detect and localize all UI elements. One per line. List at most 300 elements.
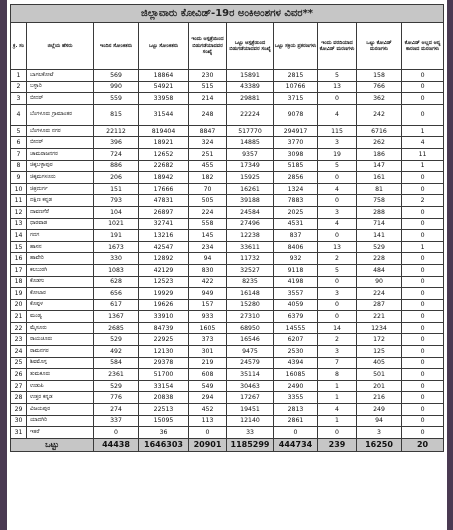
value-cell: 9118	[274, 264, 318, 276]
value-cell: 3	[357, 427, 402, 439]
table-row	[11, 206, 444, 218]
table-row	[11, 81, 444, 93]
value-cell: 617	[94, 299, 139, 311]
value-cell: 2490	[274, 380, 318, 392]
serial-cell: 9	[11, 172, 27, 184]
value-cell: 24579	[227, 357, 274, 369]
value-cell: 422	[189, 276, 227, 288]
district-name-cell: ಧಾರವಾಡ	[27, 218, 94, 230]
value-cell: 0	[318, 311, 357, 323]
value-cell: 12130	[139, 346, 189, 358]
header-todays-cases: ಇಂದಿನ ಸೋಂಕಿತರು	[94, 23, 139, 70]
value-cell: 0	[402, 81, 444, 93]
value-cell: 228	[357, 253, 402, 265]
value-cell: 0	[318, 299, 357, 311]
value-cell: 251	[189, 148, 227, 160]
district-name-cell: ಕೊಡಗು	[27, 276, 94, 288]
value-cell: 6207	[274, 334, 318, 346]
serial-cell: 17	[11, 264, 27, 276]
value-cell: 3355	[274, 392, 318, 404]
table-body	[11, 70, 444, 439]
header-total-cases: ಒಟ್ಟು ಸೋಂಕಿತರು	[139, 23, 189, 70]
total-row	[11, 438, 444, 451]
table-row	[11, 334, 444, 346]
serial-cell: 21	[11, 311, 27, 323]
value-cell: 15095	[139, 415, 189, 427]
value-cell: 0	[402, 104, 444, 125]
value-cell: 15280	[227, 299, 274, 311]
serial-cell: 14	[11, 230, 27, 242]
value-cell: 42547	[139, 241, 189, 253]
header-total-deaths: ಒಟ್ಟು ಕೋವಿಡ್ ಮರಣಗಳು	[357, 23, 402, 70]
value-cell: 529	[357, 241, 402, 253]
value-cell: 16148	[227, 288, 274, 300]
value-cell: 15891	[227, 70, 274, 82]
value-cell: 608	[189, 369, 227, 381]
district-name-cell: ತುಮಕೂರು	[27, 369, 94, 381]
value-cell: 90	[357, 276, 402, 288]
value-cell: 1367	[94, 311, 139, 323]
value-cell: 0	[318, 427, 357, 439]
value-cell: 819404	[139, 125, 189, 137]
value-cell: 242	[357, 104, 402, 125]
value-cell: 4	[318, 183, 357, 195]
value-cell: 186	[357, 148, 402, 160]
value-cell: 501	[357, 369, 402, 381]
table-row	[11, 276, 444, 288]
value-cell: 362	[357, 93, 402, 105]
district-name-cell: ಕಲಬುರಗಿ	[27, 264, 94, 276]
value-cell: 2815	[274, 70, 318, 82]
value-cell: 4531	[274, 218, 318, 230]
table-title: ಜಿಲ್ಲಾವಾರು ಕೋವಿಡ್-19ರ ಅಂಕಿಅಂಶಗಳ ವಿವರ**	[11, 5, 444, 23]
value-cell: 373	[189, 334, 227, 346]
value-cell: 13216	[139, 230, 189, 242]
value-cell: 113	[189, 415, 227, 427]
value-cell: 2361	[94, 369, 139, 381]
value-cell: 3	[318, 137, 357, 149]
table-row	[11, 104, 444, 125]
value-cell: 0	[402, 253, 444, 265]
value-cell: 33958	[139, 93, 189, 105]
table-row	[11, 218, 444, 230]
serial-cell: 18	[11, 276, 27, 288]
table-row	[11, 369, 444, 381]
value-cell: 249	[357, 404, 402, 416]
district-name-cell: ಚಿಕ್ಕಬಳ್ಳಾಪುರ	[27, 160, 94, 172]
value-cell: 12652	[139, 148, 189, 160]
district-name-cell: ಚಿಕ್ಕಮಗಳೂರು	[27, 172, 94, 184]
value-cell: 0	[402, 380, 444, 392]
value-cell: 337	[94, 415, 139, 427]
value-cell: 2	[318, 253, 357, 265]
value-cell: 405	[357, 357, 402, 369]
value-cell: 287	[357, 299, 402, 311]
value-cell: 224	[189, 206, 227, 218]
district-name-cell: ಕೊಪ್ಪಳ	[27, 299, 94, 311]
value-cell: 206	[94, 172, 139, 184]
value-cell: 492	[94, 346, 139, 358]
table-row	[11, 148, 444, 160]
value-cell: 2856	[274, 172, 318, 184]
value-cell: 33	[227, 427, 274, 439]
value-cell: 5	[318, 264, 357, 276]
value-cell: 2813	[274, 404, 318, 416]
district-name-cell: ದಕ್ಷಿಣ ಕನ್ನಡ	[27, 195, 94, 207]
value-cell: 455	[189, 160, 227, 172]
district-name-cell: ಮಂಡ್ಯ	[27, 311, 94, 323]
serial-cell: 30	[11, 415, 27, 427]
value-cell: 33154	[139, 380, 189, 392]
value-cell: 147	[357, 160, 402, 172]
value-cell: 0	[402, 392, 444, 404]
value-cell: 12892	[139, 253, 189, 265]
value-cell: 22224	[227, 104, 274, 125]
value-cell: 1324	[274, 183, 318, 195]
header-row	[11, 23, 444, 70]
total-cell: 1185299	[227, 438, 274, 451]
table-row	[11, 125, 444, 137]
value-cell: 515	[189, 81, 227, 93]
value-cell: 19451	[227, 404, 274, 416]
serial-cell: 29	[11, 404, 27, 416]
table-row	[11, 415, 444, 427]
value-cell: 274	[94, 404, 139, 416]
value-cell: 10766	[274, 81, 318, 93]
value-cell: 14885	[227, 137, 274, 149]
district-name-cell: ಉತ್ತರ ಕನ್ನಡ	[27, 392, 94, 404]
value-cell: 81	[357, 183, 402, 195]
value-cell: 0	[402, 206, 444, 218]
value-cell: 141	[357, 230, 402, 242]
value-cell: 221	[357, 311, 402, 323]
serial-cell: 31	[11, 427, 27, 439]
value-cell: 569	[94, 70, 139, 82]
value-cell: 949	[189, 288, 227, 300]
value-cell: 0	[402, 334, 444, 346]
value-cell: 19929	[139, 288, 189, 300]
value-cell: 16085	[274, 369, 318, 381]
value-cell: 20838	[139, 392, 189, 404]
value-cell: 216	[357, 392, 402, 404]
serial-cell: 15	[11, 241, 27, 253]
value-cell: 724	[94, 148, 139, 160]
table-row	[11, 70, 444, 82]
serial-cell: 19	[11, 288, 27, 300]
value-cell: 182	[189, 172, 227, 184]
value-cell: 294	[189, 392, 227, 404]
district-name-cell: ರಾಮನಗರ	[27, 346, 94, 358]
value-cell: 16546	[227, 334, 274, 346]
value-cell: 396	[94, 137, 139, 149]
value-cell: 505	[189, 195, 227, 207]
value-cell: 4	[318, 404, 357, 416]
value-cell: 324	[189, 137, 227, 149]
value-cell: 484	[357, 264, 402, 276]
value-cell: 11	[402, 148, 444, 160]
value-cell: 549	[189, 380, 227, 392]
district-name-cell: ಬೆಂಗಳೂರು ಗ್ರಾಮಾಂತರ	[27, 104, 94, 125]
table-row	[11, 160, 444, 172]
value-cell: 43389	[227, 81, 274, 93]
value-cell: 125	[357, 346, 402, 358]
header-district-name: ಜಿಲ್ಲೆಯ ಹೆಸರು	[27, 23, 94, 70]
value-cell: 158	[357, 70, 402, 82]
value-cell: 2530	[274, 346, 318, 358]
table-row	[11, 392, 444, 404]
value-cell: 0	[402, 93, 444, 105]
value-cell: 157	[189, 299, 227, 311]
value-cell: 9475	[227, 346, 274, 358]
value-cell: 17349	[227, 160, 274, 172]
value-cell: 529	[94, 380, 139, 392]
value-cell: 837	[274, 230, 318, 242]
value-cell: 4059	[274, 299, 318, 311]
left-frame-border	[0, 0, 7, 530]
value-cell: 1	[318, 380, 357, 392]
serial-cell: 3	[11, 93, 27, 105]
serial-cell: 13	[11, 218, 27, 230]
value-cell: 3715	[274, 93, 318, 105]
table-row	[11, 253, 444, 265]
serial-cell: 5	[11, 125, 27, 137]
serial-cell: 1	[11, 70, 27, 82]
district-name-cell: ಕೋಲಾರ	[27, 288, 94, 300]
value-cell: 933	[189, 311, 227, 323]
table-row	[11, 288, 444, 300]
value-cell: 35114	[227, 369, 274, 381]
district-name-cell: ಮೈಸೂರು	[27, 322, 94, 334]
district-name-cell: ದಾವಣಗೆರೆ	[27, 206, 94, 218]
value-cell: 932	[274, 253, 318, 265]
value-cell: 0	[402, 357, 444, 369]
value-cell: 5	[318, 70, 357, 82]
serial-cell: 6	[11, 137, 27, 149]
header-serial-no: ಕ್ರ. ಸಂ	[11, 23, 27, 70]
table-row	[11, 137, 444, 149]
table-row	[11, 427, 444, 439]
value-cell: 0	[402, 346, 444, 358]
district-name-cell: ಶಿವಮೊಗ್ಗ	[27, 357, 94, 369]
value-cell: 0	[402, 369, 444, 381]
value-cell: 5	[318, 160, 357, 172]
value-cell: 224	[357, 288, 402, 300]
value-cell: 2685	[94, 322, 139, 334]
serial-cell: 23	[11, 334, 27, 346]
value-cell: 70	[189, 183, 227, 195]
value-cell: 29881	[227, 93, 274, 105]
value-cell: 0	[318, 93, 357, 105]
value-cell: 330	[94, 253, 139, 265]
value-cell: 42129	[139, 264, 189, 276]
value-cell: 0	[402, 172, 444, 184]
value-cell: 0	[274, 427, 318, 439]
value-cell: 22682	[139, 160, 189, 172]
value-cell: 628	[94, 276, 139, 288]
serial-cell: 8	[11, 160, 27, 172]
value-cell: 230	[189, 70, 227, 82]
value-cell: 219	[189, 357, 227, 369]
table-row	[11, 322, 444, 334]
value-cell: 3	[318, 346, 357, 358]
value-cell: 4394	[274, 357, 318, 369]
value-cell: 1	[402, 160, 444, 172]
value-cell: 0	[402, 299, 444, 311]
value-cell: 19626	[139, 299, 189, 311]
table-row	[11, 264, 444, 276]
district-name-cell: ಬೆಂಗಳೂರು ನಗರ	[27, 125, 94, 137]
value-cell: 793	[94, 195, 139, 207]
value-cell: 84739	[139, 322, 189, 334]
value-cell: 19	[318, 148, 357, 160]
value-cell: 0	[402, 276, 444, 288]
value-cell: 32741	[139, 218, 189, 230]
value-cell: 0	[402, 183, 444, 195]
district-name-cell: ರಾಯಚೂರು	[27, 334, 94, 346]
value-cell: 3557	[274, 288, 318, 300]
value-cell: 1	[402, 241, 444, 253]
serial-cell: 24	[11, 346, 27, 358]
header-todays-deaths: ಇಂದು ವರದಿಯಾದ ಕೋವಿಡ್ ಮರಣಗಳು	[318, 23, 357, 70]
value-cell: 830	[189, 264, 227, 276]
value-cell: 8	[318, 369, 357, 381]
value-cell: 9078	[274, 104, 318, 125]
value-cell: 3770	[274, 137, 318, 149]
table-row	[11, 230, 444, 242]
header-active-cases: ಒಟ್ಟು ಸಕ್ರಿಯ ಪ್ರಕರಣಗಳು	[274, 23, 318, 70]
value-cell: 104	[94, 206, 139, 218]
value-cell: 22925	[139, 334, 189, 346]
value-cell: 294917	[274, 125, 318, 137]
value-cell: 0	[318, 195, 357, 207]
serial-cell: 4	[11, 104, 27, 125]
value-cell: 452	[189, 404, 227, 416]
value-cell: 27496	[227, 218, 274, 230]
district-name-cell: ಚಿತ್ರದುರ್ಗ	[27, 183, 94, 195]
serial-cell: 2	[11, 81, 27, 93]
total-cell: 20	[402, 438, 444, 451]
value-cell: 262	[357, 137, 402, 149]
value-cell: 815	[94, 104, 139, 125]
value-cell: 0	[402, 218, 444, 230]
district-name-cell: ಇತರೆ	[27, 427, 94, 439]
value-cell: 24584	[227, 206, 274, 218]
district-name-cell: ಚಾಮರಾಜನಗರ	[27, 148, 94, 160]
value-cell: 8235	[227, 276, 274, 288]
serial-cell: 22	[11, 322, 27, 334]
value-cell: 0	[402, 415, 444, 427]
value-cell: 36	[139, 427, 189, 439]
district-name-cell: ಬಾಗಲಕೋಟೆ	[27, 70, 94, 82]
value-cell: 15925	[227, 172, 274, 184]
serial-cell: 12	[11, 206, 27, 218]
value-cell: 16261	[227, 183, 274, 195]
value-cell: 26897	[139, 206, 189, 218]
value-cell: 558	[189, 218, 227, 230]
value-cell: 0	[318, 230, 357, 242]
value-cell: 68950	[227, 322, 274, 334]
value-cell: 32527	[227, 264, 274, 276]
value-cell: 990	[94, 81, 139, 93]
district-name-cell: ಗದಗ	[27, 230, 94, 242]
table-row	[11, 357, 444, 369]
table-row	[11, 299, 444, 311]
district-name-cell: ಹಾಸನ	[27, 241, 94, 253]
value-cell: 13	[318, 81, 357, 93]
value-cell: 0	[402, 404, 444, 416]
district-name-cell: ಬಳ್ಳಾರಿ	[27, 81, 94, 93]
value-cell: 18864	[139, 70, 189, 82]
value-cell: 0	[402, 288, 444, 300]
value-cell: 301	[189, 346, 227, 358]
district-name-cell: ಉಡುಪಿ	[27, 380, 94, 392]
total-cell: 16250	[357, 438, 402, 451]
right-frame-border	[447, 0, 453, 530]
table-row	[11, 93, 444, 105]
serial-cell: 11	[11, 195, 27, 207]
value-cell: 11732	[227, 253, 274, 265]
serial-cell: 7	[11, 148, 27, 160]
table-row	[11, 404, 444, 416]
value-cell: 1083	[94, 264, 139, 276]
value-cell: 3098	[274, 148, 318, 160]
header-todays-discharges: ಇಂದು ಆಸ್ಪತ್ರೆಯಿಂದ ಬಿಡುಗಡೆಯಾದವರ ಸಂಖ್ಯೆ	[189, 23, 227, 70]
value-cell: 4	[318, 104, 357, 125]
value-cell: 0	[402, 427, 444, 439]
header-total-discharges: ಒಟ್ಟು ಆಸ್ಪತ್ರೆಯಿಂದ ಬಿಡುಗಡೆಯಾದವರ ಸಂಖ್ಯೆ	[227, 23, 274, 70]
value-cell: 39188	[227, 195, 274, 207]
table-row	[11, 195, 444, 207]
value-cell: 1673	[94, 241, 139, 253]
district-name-cell: ವಿಜಯಪುರ	[27, 404, 94, 416]
value-cell: 2025	[274, 206, 318, 218]
value-cell: 8406	[274, 241, 318, 253]
value-cell: 172	[357, 334, 402, 346]
total-cell: 239	[318, 438, 357, 451]
value-cell: 7	[318, 357, 357, 369]
value-cell: 8847	[189, 125, 227, 137]
value-cell: 201	[357, 380, 402, 392]
total-label: ಒಟ್ಟು	[11, 438, 94, 451]
value-cell: 1	[318, 415, 357, 427]
value-cell: 714	[357, 218, 402, 230]
serial-cell: 16	[11, 253, 27, 265]
value-cell: 886	[94, 160, 139, 172]
value-cell: 51700	[139, 369, 189, 381]
value-cell: 766	[357, 81, 402, 93]
table-row	[11, 346, 444, 358]
value-cell: 1605	[189, 322, 227, 334]
table-row	[11, 172, 444, 184]
value-cell: 3	[318, 288, 357, 300]
table-row	[11, 183, 444, 195]
value-cell: 191	[94, 230, 139, 242]
district-name-cell: ಹಾವೇರಿ	[27, 253, 94, 265]
value-cell: 22112	[94, 125, 139, 137]
value-cell: 18942	[139, 172, 189, 184]
value-cell: 12140	[227, 415, 274, 427]
value-cell: 145	[189, 230, 227, 242]
value-cell: 2	[318, 334, 357, 346]
district-name-cell: ಯಾದಗಿರಿ	[27, 415, 94, 427]
serial-cell: 20	[11, 299, 27, 311]
value-cell: 31544	[139, 104, 189, 125]
value-cell: 161	[357, 172, 402, 184]
value-cell: 214	[189, 93, 227, 105]
table-row	[11, 241, 444, 253]
serial-cell: 27	[11, 380, 27, 392]
value-cell: 2	[402, 195, 444, 207]
